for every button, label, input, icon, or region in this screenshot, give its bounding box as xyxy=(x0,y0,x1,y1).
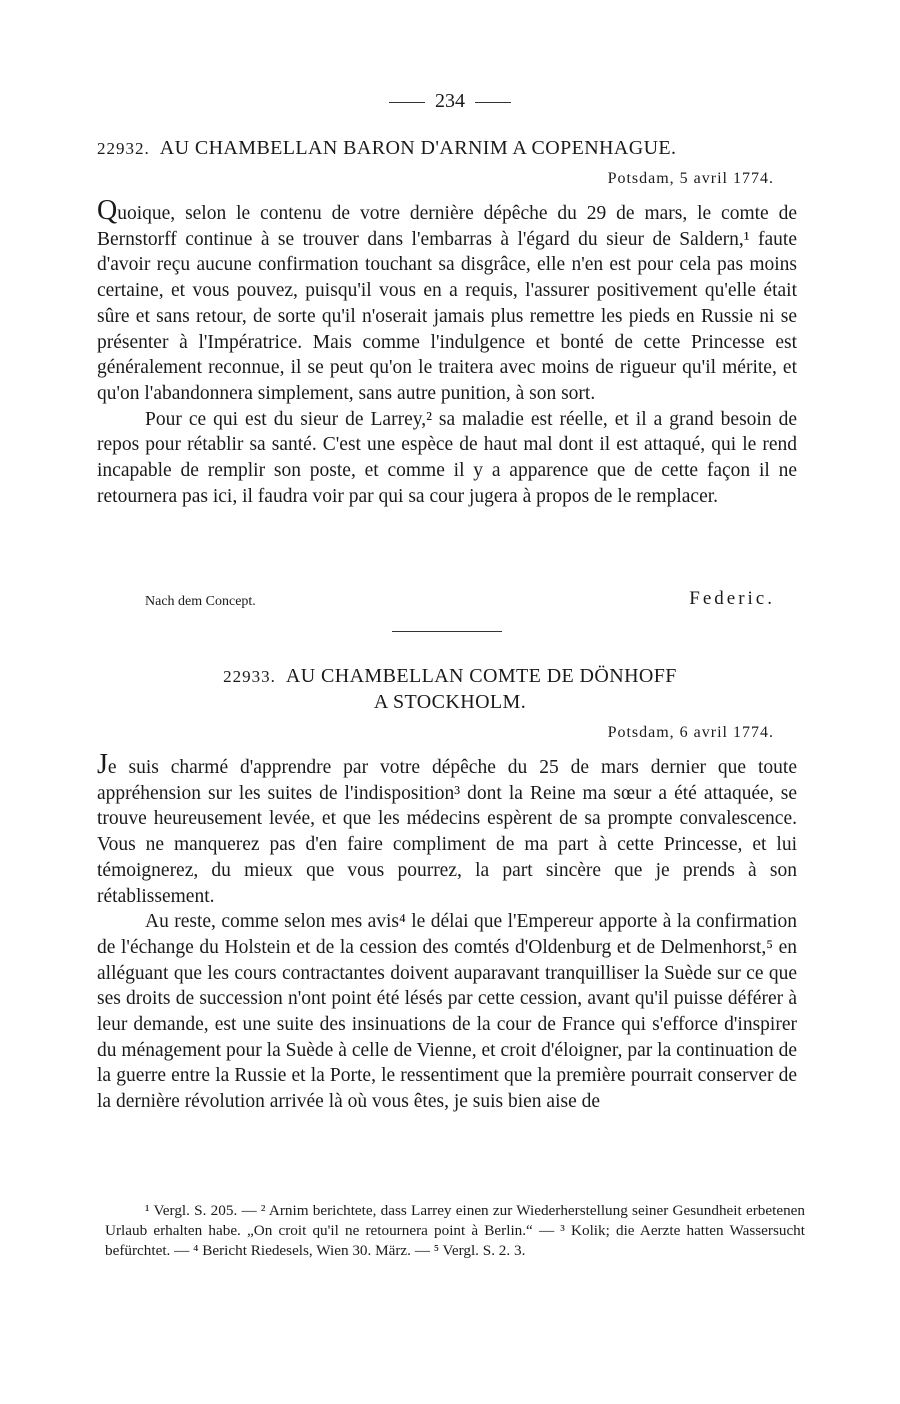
source-note: Nach dem Concept. xyxy=(145,594,256,609)
letter-2-title-line-2: A STOCKHOLM. xyxy=(373,691,527,713)
signature: Federic. xyxy=(689,588,775,609)
letter-1-heading xyxy=(97,137,797,160)
letter-2-heading-2 xyxy=(100,691,800,714)
header-dash-right xyxy=(475,102,511,103)
letter-2-body xyxy=(97,749,797,1115)
footnotes xyxy=(105,1201,805,1261)
letter-2-paragraph-2: Au reste, comme selon mes avis⁴ le délai que l'Empereur apporte à la confirmation de l'échange du Holstein et de la cession des comtés d'Oldenburg et de Delmenhorst,⁵ en alléguant que les cours contractantes doivent auparavant tranquilliser la Suède sur ce que ses droits de succession n'ont point été lésés par cette cession, avant qu'il puisse déférer à leur demande, est une suite des insinuations de la cour de France qui s'efforce d'inspirer du ménagement pour la Suède à celle de Vienne, et croit d'éloigner, par la continuation de la guerre entre la Russie et la Porte, le ressentiment que la première pourrait conserver de la dernière révolution arrivée là où vous êtes, je suis bien aise de xyxy=(97,911,797,1113)
footnote-text: ¹ Vergl. S. 205. — ² Arnim berichtete, dass Larrey einen zur Wiederherstellung seiner Gesundheit erbetenen Urlaub erhalten habe. „On croit qu'il ne retournera point à Berlin.“ — ³ Kolik; die Aerzte hatten Wassersucht befürchtet. — ⁴ Bericht Riedesels, Wien 30. März. — ⁵ Vergl. S. 2. 3. xyxy=(105,1202,805,1259)
letter-2-dateline: Potsdam, 6 avril 1774. xyxy=(607,724,774,741)
letter-1-dateline: Potsdam, 5 avril 1774. xyxy=(607,170,774,187)
letter-1-number: 22932. xyxy=(97,139,150,158)
letter-1-paragraph-2: Pour ce qui est du sieur de Larrey,² sa maladie est réelle, et il a grand besoin de repos pour rétablir sa santé. C'est une espèce de haut mal dont il est attaqué, qui le rend incapable de remplir son poste, et comme il y a apparence que de cette façon il ne retournera pas ici, il faudra voir par qui sa cour jugera à propos de le remplacer. xyxy=(97,408,797,507)
header-dash-left xyxy=(389,102,425,103)
letter-1-body xyxy=(97,195,797,509)
section-divider xyxy=(392,631,502,632)
letter-1-title: AU CHAMBELLAN BARON D'ARNIM A COPENHAGUE. xyxy=(159,137,677,159)
letter-2-number: 22933. xyxy=(223,667,276,686)
letter-2-paragraph-1: Je suis charmé d'apprendre par votre dépêche du 25 de mars dernier que toute appréhension sur les suites de l'indisposition³ dont la Reine ma sœur a été attaquée, se trouve heureusement levée, et que les médecins espèrent de sa prompte convalescence. Vous ne manquerez pas d'en faire compliment de ma part à cette Princesse, et lui témoignerez, du mieux que vous pourrez, la part sincère que je prends à son rétablissement. xyxy=(97,749,797,907)
letter-2-title-line-1: AU CHAMBELLAN COMTE DE DÖNHOFF xyxy=(285,665,677,687)
letter-1-paragraph-1: Quoique, selon le contenu de votre dernière dépêche du 29 de mars, le comte de Bernstorff continue à se trouver dans l'embarras à l'égard du sieur de Saldern,¹ faute d'avoir reçu aucune confirmation touchant sa disgrâce, elle n'en est pour cela pas moins certaine, et vous pouvez, puisqu'il vous en a requis, l'assurer positivement qu'elle était sûre et sans retour, de sorte qu'il n'oserait jamais plus remettre les pieds en Russie ni se présenter à l'Impératrice. Mais comme l'indulgence et bonté de cette Princesse est généralement reconnue, il se peut qu'on le traitera avec moins de rigueur qu'il mérite, et qu'on l'abandonnera simplement, sans autre punition, à son sort. xyxy=(97,195,797,404)
letter-2-heading xyxy=(100,665,800,688)
page-header xyxy=(0,90,900,113)
page-number: 234 xyxy=(435,90,465,112)
